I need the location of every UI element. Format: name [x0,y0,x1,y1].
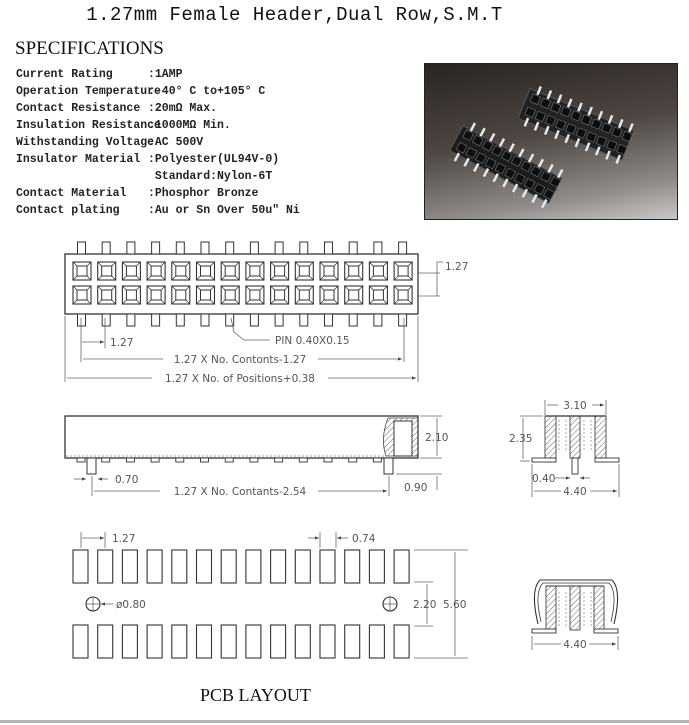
pad-bottom [369,625,384,658]
contact-hole [225,290,235,300]
spec-label: Contact plating [16,204,120,217]
pad-top [369,550,384,583]
side-pin [176,458,184,462]
pad-top [98,550,113,583]
contact-hole [250,266,260,276]
contact-hole [275,266,285,276]
pad-top [320,550,335,583]
contact-hole [201,266,211,276]
pad-bottom [221,625,236,658]
spec-label: Contact Resistance [16,102,141,115]
side-pin [324,458,332,462]
pin-top [399,242,407,254]
end-pin-width-label: 0.40 [532,473,556,485]
end-foot-width-label: 4.40 [563,486,587,498]
pad-bottom [172,625,187,658]
pin-top [250,242,258,254]
col-pitch-label: 1.27 [110,337,134,349]
side-pin [102,458,110,462]
spec-value: :1000MΩ Min. [148,119,231,132]
pin-bottom [201,314,209,326]
pin-bottom [349,314,357,326]
end-top-width-label: 3.10 [563,400,587,412]
spec-value: Standard:Nylon-6T [148,170,273,183]
pin-top [152,242,160,254]
pin-bottom [374,314,382,326]
contact-hole [275,290,285,300]
pin-top [226,242,234,254]
peg-left [87,458,96,474]
pin-bottom [399,314,407,326]
pad-bottom [197,625,212,658]
bottom-divider [0,720,689,723]
pin-bottom [152,314,160,326]
spec-value: :Polyester(UL94V-0) [148,153,280,166]
contact-hole [373,290,383,300]
pad-top [246,550,261,583]
pin-top [349,242,357,254]
contact-hole [201,290,211,300]
pin-bottom [250,314,258,326]
side-pin [275,458,283,462]
contact-hole [398,266,408,276]
pin-note: PIN 0.40X0.15 [275,335,350,347]
pad-bottom [98,625,113,658]
top-view [65,242,468,385]
pad-top [172,550,187,583]
pin-top [325,242,333,254]
contact-hole [126,266,136,276]
specifications-heading: SPECIFICATIONS [15,38,164,59]
pad-bottom [345,625,360,658]
pad-bottom [122,625,137,658]
pad-bottom [394,625,409,658]
contact-hole [176,266,186,276]
spec-value: :1AMP [148,68,183,81]
spec-value: :AC 500V [148,136,204,149]
spec-value: :Au or Sn Over 50u" Ni [148,204,300,217]
pad-top [295,550,310,583]
side-pin [151,458,159,462]
inner-gap-label: 2.20 [413,599,437,611]
spec-label: Operation Temperature [16,85,161,98]
contact-hole [102,290,112,300]
pin-top [374,242,382,254]
pin-top [127,242,135,254]
spec-label: Contact Material [16,187,127,200]
side-pin [349,458,357,462]
pad-top [197,550,212,583]
pad-bottom [271,625,286,658]
pcb-layout [73,532,468,658]
spec-value: :-40° C to+105° C [148,85,266,98]
side-pin [250,458,258,462]
pad-top [394,550,409,583]
side-pin [225,458,233,462]
spec-label: Insulation Resistance [16,119,161,132]
pin-bottom [300,314,308,326]
pin-bottom [325,314,333,326]
end-view-mounted [532,580,618,651]
pin-bottom [275,314,283,326]
side-pin [126,458,134,462]
contact-hole [349,266,359,276]
pin-bottom [78,314,86,326]
peg-right [384,458,393,474]
contact-hole [324,266,334,276]
overall-dim: 1.27 X No. of Positions+0.38 [164,373,316,385]
contact-hole [176,290,186,300]
end-height-label: 2.35 [509,433,533,445]
pad-bottom [147,625,162,658]
contact-hole [398,290,408,300]
pcb-layout-label: PCB LAYOUT [200,685,311,705]
pin-top [201,242,209,254]
pad-top [122,550,137,583]
contact-hole [77,266,87,276]
pad-bottom [295,625,310,658]
spec-label: Withstanding Voltage [16,136,155,149]
page-title: 1.27mm Female Header,Dual Row,S.M.T [86,4,503,26]
top-view-body [65,254,418,314]
pad-bottom [320,625,335,658]
contact-hole [299,290,309,300]
pad-top [73,550,88,583]
pin-top [300,242,308,254]
contact-hole [299,266,309,276]
peg-dia-label: 0.70 [115,474,139,486]
pad-top [345,550,360,583]
pin-top [275,242,283,254]
side-view-body [65,416,418,458]
pin-bottom [176,314,184,326]
side-pin [201,458,209,462]
pin-bottom [102,314,110,326]
side-pin [77,458,85,462]
contact-hole [225,266,235,276]
pin-bottom [127,314,135,326]
end2-foot-width-label: 4.40 [563,639,587,651]
peg-length-label: 0.90 [404,482,428,494]
pin-top [78,242,86,254]
contact-hole [126,290,136,300]
side-pin [299,458,307,462]
contact-hole [373,266,383,276]
spec-label: Insulator Material [16,153,141,166]
hole-dia-label: ø0.80 [116,599,146,611]
end-view [509,400,619,498]
spec-label: Current Rating [16,68,113,81]
contact-hole [151,290,161,300]
contact-hole [102,266,112,276]
spec-value: :Phosphor Bronze [148,187,259,200]
contact-hole [250,290,260,300]
contact-hole [77,290,87,300]
spec-value: :20mΩ Max. [148,102,218,115]
outer-span-label: 5.60 [443,599,467,611]
side-pin [373,458,381,462]
pin-top [102,242,110,254]
pcb-pitch-label: 1.27 [112,533,136,545]
pad-top [271,550,286,583]
pad-width-label: 0.74 [352,533,376,545]
pad-bottom [246,625,261,658]
contact-hole [324,290,334,300]
row-pitch-label: 1.27 [445,261,469,273]
contact-hole [151,266,161,276]
contents-dim: 1.27 X No. Contonts-1.27 [173,354,307,366]
pin-top [176,242,184,254]
pad-bottom [73,625,88,658]
pad-top [147,550,162,583]
contact-hole [349,290,359,300]
pad-top [221,550,236,583]
side-height-label: 2.10 [425,432,449,444]
side-view [65,416,448,498]
peg-span-label: 1.27 X No. Contants-2.54 [173,486,307,498]
